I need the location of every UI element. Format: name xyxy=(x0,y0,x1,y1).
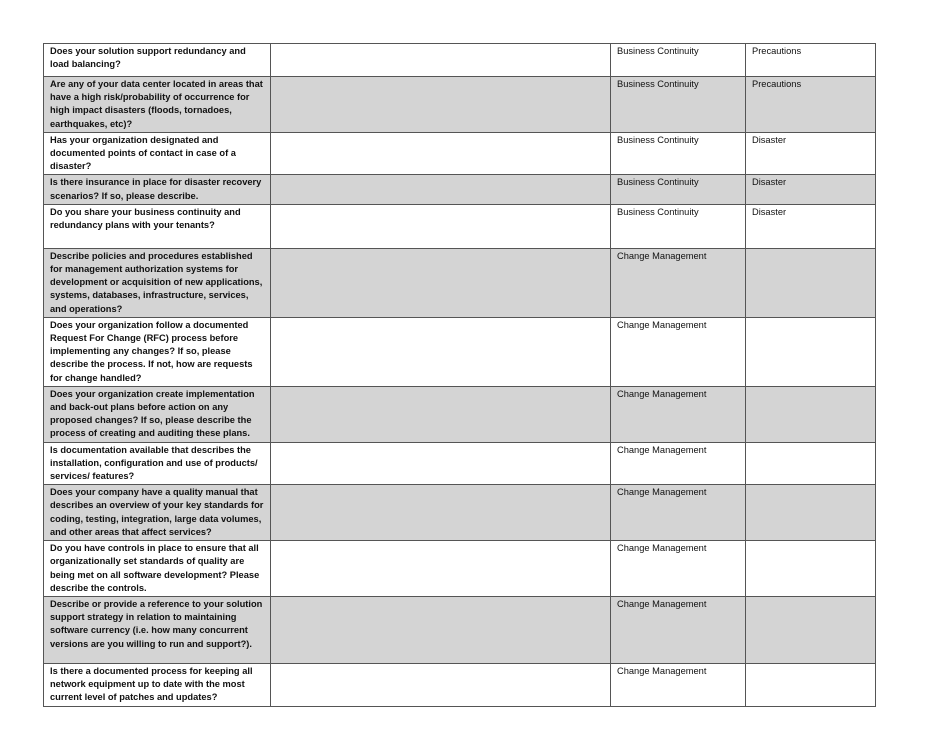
response-cell[interactable] xyxy=(271,317,611,386)
table-row xyxy=(44,541,876,597)
subcategory-cell xyxy=(746,541,876,597)
table-row xyxy=(44,132,876,175)
category-cell: Business Continuity xyxy=(611,77,746,133)
subcategory-cell: Precautions xyxy=(746,44,876,77)
category-cell: Change Management xyxy=(611,248,746,317)
response-cell[interactable] xyxy=(271,386,611,442)
question-cell: Has your organization designated and documented points of contact in case of a disaster? xyxy=(44,132,271,175)
response-cell[interactable] xyxy=(271,132,611,175)
subcategory-cell xyxy=(746,663,876,706)
subcategory-cell xyxy=(746,317,876,386)
table-row xyxy=(44,663,876,706)
question-cell: Does your company have a quality manual that describes an overview of your key standards for coding, testing, integration, large data volumes, and other areas that affect services? xyxy=(44,485,271,541)
response-cell[interactable] xyxy=(271,663,611,706)
category-cell: Change Management xyxy=(611,663,746,706)
category-cell: Change Management xyxy=(611,317,746,386)
response-cell[interactable] xyxy=(271,596,611,663)
category-cell: Business Continuity xyxy=(611,132,746,175)
subcategory-cell xyxy=(746,442,876,485)
table-row xyxy=(44,44,876,77)
response-cell[interactable] xyxy=(271,44,611,77)
question-cell: Do you have controls in place to ensure that all organizationally set standards of quality are being met on all software development? Please describe the controls. xyxy=(44,541,271,597)
category-cell: Business Continuity xyxy=(611,175,746,204)
subcategory-cell: Disaster xyxy=(746,204,876,248)
subcategory-cell xyxy=(746,386,876,442)
question-cell: Is there insurance in place for disaster recovery scenarios? If so, please describe. xyxy=(44,175,271,204)
question-cell: Does your organization create implementation and back-out plans before action on any proposed changes? If so, please describe the process of creating and auditing these plans. xyxy=(44,386,271,442)
questionnaire-table xyxy=(43,43,876,707)
category-cell: Change Management xyxy=(611,541,746,597)
question-cell: Is documentation available that describes the installation, configuration and use of products/ services/ features? xyxy=(44,442,271,485)
question-cell: Do you share your business continuity and redundancy plans with your tenants? xyxy=(44,204,271,248)
table-row xyxy=(44,485,876,541)
subcategory-cell: Disaster xyxy=(746,132,876,175)
category-cell: Business Continuity xyxy=(611,204,746,248)
table-row xyxy=(44,248,876,317)
question-cell: Describe or provide a reference to your solution support strategy in relation to maintaining software currency (i.e. how many concurrent versions are you willing to run and support?). xyxy=(44,596,271,663)
subcategory-cell xyxy=(746,485,876,541)
response-cell[interactable] xyxy=(271,77,611,133)
question-cell: Describe policies and procedures established for management authorization systems for development or acquisition of new applications, systems, databases, infrastructure, services, and operations? xyxy=(44,248,271,317)
question-cell: Does your solution support redundancy and load balancing? xyxy=(44,44,271,77)
response-cell[interactable] xyxy=(271,248,611,317)
category-cell: Change Management xyxy=(611,442,746,485)
table-row xyxy=(44,77,876,133)
table-row xyxy=(44,596,876,663)
response-cell[interactable] xyxy=(271,485,611,541)
question-cell: Does your organization follow a documented Request For Change (RFC) process before implementing any changes? If so, please describe the process. If not, how are requests for change handled? xyxy=(44,317,271,386)
table-row xyxy=(44,317,876,386)
table-row xyxy=(44,386,876,442)
subcategory-cell xyxy=(746,596,876,663)
subcategory-cell: Precautions xyxy=(746,77,876,133)
category-cell: Change Management xyxy=(611,485,746,541)
category-cell: Change Management xyxy=(611,386,746,442)
category-cell: Business Continuity xyxy=(611,44,746,77)
subcategory-cell: Disaster xyxy=(746,175,876,204)
question-cell: Is there a documented process for keeping all network equipment up to date with the most current level of patches and updates? xyxy=(44,663,271,706)
response-cell[interactable] xyxy=(271,442,611,485)
question-cell: Are any of your data center located in areas that have a high risk/probability of occurrence for high impact disasters (floods, tornadoes, earthquakes, etc)? xyxy=(44,77,271,133)
table-row xyxy=(44,175,876,204)
subcategory-cell xyxy=(746,248,876,317)
response-cell[interactable] xyxy=(271,175,611,204)
table-row xyxy=(44,204,876,248)
table-row xyxy=(44,442,876,485)
response-cell[interactable] xyxy=(271,204,611,248)
category-cell: Change Management xyxy=(611,596,746,663)
response-cell[interactable] xyxy=(271,541,611,597)
